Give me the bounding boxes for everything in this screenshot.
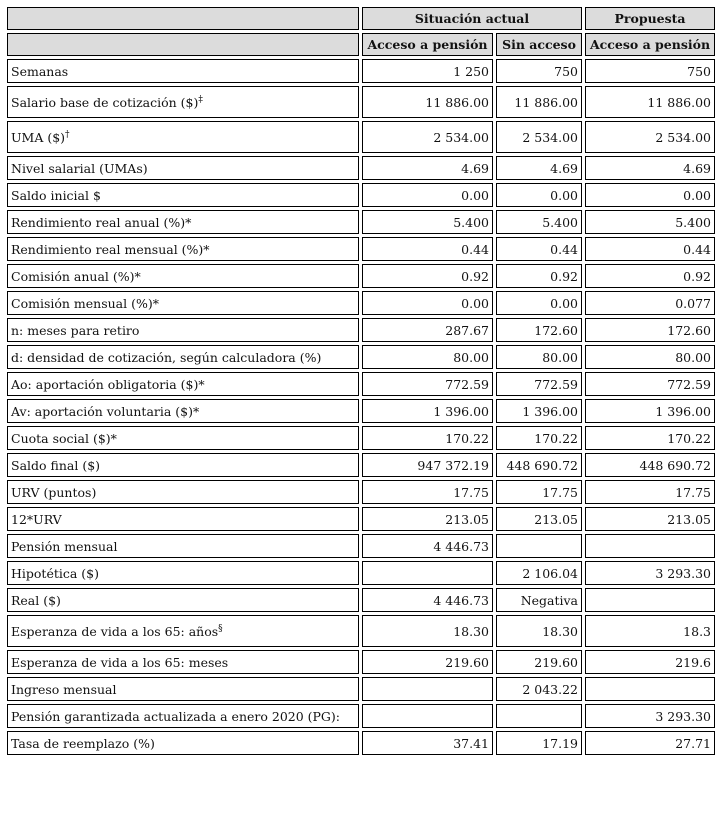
value-proposal-access: 1 396.00	[585, 399, 715, 423]
value-current-access: 1 396.00	[362, 399, 493, 423]
header-col-access: Acceso a pensión	[362, 33, 493, 56]
row-label	[7, 534, 359, 558]
table-row	[7, 156, 715, 180]
row-label	[7, 561, 359, 585]
value-current-access: 1 250	[362, 59, 493, 83]
value-current-no-access: 0.00	[496, 183, 582, 207]
value-current-no-access: 219.60	[496, 650, 582, 674]
row-label	[7, 588, 359, 612]
row-label-text: Esperanza de vida a los 65: meses	[11, 654, 229, 670]
value-current-no-access: 750	[496, 59, 582, 83]
row-label-text: Av: aportación voluntaria ($)*	[11, 403, 200, 419]
table-row	[7, 291, 715, 315]
header-proposal: Propuesta	[585, 7, 715, 30]
row-label	[7, 704, 359, 728]
value-proposal-access: 18.3	[585, 615, 715, 647]
header-current-situation: Situación actual	[362, 7, 582, 30]
value-current-no-access: 5.400	[496, 210, 582, 234]
value-current-access: 947 372.19	[362, 453, 493, 477]
value-proposal-access: 80.00	[585, 345, 715, 369]
row-label-text: Tasa de reemplazo (%)	[11, 735, 155, 751]
value-current-no-access: 18.30	[496, 615, 582, 647]
value-current-no-access	[496, 534, 582, 558]
row-label-text: Hipotética ($)	[11, 565, 100, 581]
value-current-access: 2 534.00	[362, 121, 493, 153]
table-row	[7, 650, 715, 674]
row-label-text: UMA ($)	[11, 129, 66, 145]
value-proposal-access: 3 293.30	[585, 704, 715, 728]
value-proposal-access: 170.22	[585, 426, 715, 450]
row-label-text: Saldo final ($)	[11, 457, 101, 473]
row-label-text: Cuota social ($)*	[11, 430, 117, 446]
table-row	[7, 372, 715, 396]
value-proposal-access: 0.077	[585, 291, 715, 315]
value-current-no-access: 0.44	[496, 237, 582, 261]
value-current-no-access: 2 043.22	[496, 677, 582, 701]
row-label	[7, 237, 359, 261]
value-current-no-access: 2 534.00	[496, 121, 582, 153]
value-current-access: 5.400	[362, 210, 493, 234]
value-proposal-access: 0.92	[585, 264, 715, 288]
value-current-no-access: 4.69	[496, 156, 582, 180]
value-proposal-access: 0.44	[585, 237, 715, 261]
value-current-no-access: 448 690.72	[496, 453, 582, 477]
value-proposal-access: 11 886.00	[585, 86, 715, 118]
value-current-access: 287.67	[362, 318, 493, 342]
value-proposal-access: 4.69	[585, 156, 715, 180]
table-row	[7, 453, 715, 477]
value-proposal-access: 17.75	[585, 480, 715, 504]
value-proposal-access: 750	[585, 59, 715, 83]
value-proposal-access	[585, 588, 715, 612]
value-current-no-access: Negativa	[496, 588, 582, 612]
row-label-text: Pensión mensual	[11, 538, 118, 554]
value-proposal-access: 27.71	[585, 731, 715, 755]
value-current-access	[362, 704, 493, 728]
value-current-access: 219.60	[362, 650, 493, 674]
row-label-text: d: densidad de cotización, según calculadora (%)	[11, 349, 322, 365]
table-row	[7, 615, 715, 647]
value-proposal-access	[585, 534, 715, 558]
value-current-no-access: 1 396.00	[496, 399, 582, 423]
value-proposal-access: 213.05	[585, 507, 715, 531]
value-current-no-access: 0.00	[496, 291, 582, 315]
header-row-groups	[7, 7, 715, 30]
row-label-text: Comisión mensual (%)*	[11, 295, 159, 311]
row-label-text: Rendimiento real mensual (%)*	[11, 241, 210, 257]
value-current-access: 4 446.73	[362, 534, 493, 558]
row-label	[7, 426, 359, 450]
value-current-access: 37.41	[362, 731, 493, 755]
row-label	[7, 345, 359, 369]
table-row	[7, 507, 715, 531]
value-current-no-access: 11 886.00	[496, 86, 582, 118]
row-label-text: Pensión garantizada actualizada a enero 2020 (PG):	[11, 708, 341, 724]
value-current-access	[362, 561, 493, 585]
value-current-access: 0.44	[362, 237, 493, 261]
value-proposal-access: 172.60	[585, 318, 715, 342]
value-current-access: 17.75	[362, 480, 493, 504]
value-current-access: 4 446.73	[362, 588, 493, 612]
value-current-access: 0.92	[362, 264, 493, 288]
pension-comparison-table	[4, 4, 718, 758]
row-label	[7, 210, 359, 234]
value-current-no-access	[496, 704, 582, 728]
value-proposal-access: 2 534.00	[585, 121, 715, 153]
row-label	[7, 615, 359, 647]
row-label	[7, 318, 359, 342]
value-proposal-access: 448 690.72	[585, 453, 715, 477]
table-row	[7, 561, 715, 585]
table-row	[7, 345, 715, 369]
table-row	[7, 534, 715, 558]
value-current-no-access: 213.05	[496, 507, 582, 531]
row-label-text: Semanas	[11, 63, 69, 79]
row-label	[7, 372, 359, 396]
table-row	[7, 480, 715, 504]
value-proposal-access: 5.400	[585, 210, 715, 234]
value-current-access: 170.22	[362, 426, 493, 450]
row-label-text: Ao: aportación obligatoria ($)*	[11, 376, 205, 392]
value-current-no-access: 17.19	[496, 731, 582, 755]
header-col-no-access: Sin acceso	[496, 33, 582, 56]
value-current-access	[362, 677, 493, 701]
row-label-text: Saldo inicial $	[11, 187, 101, 203]
table-row	[7, 704, 715, 728]
row-label-text: Esperanza de vida a los 65: años	[11, 623, 219, 639]
table-row	[7, 426, 715, 450]
row-label-text: n: meses para retiro	[11, 322, 140, 338]
row-label-text: 12*URV	[11, 511, 62, 527]
row-label	[7, 183, 359, 207]
table-row	[7, 731, 715, 755]
value-current-no-access: 80.00	[496, 345, 582, 369]
row-label-text: Comisión anual (%)*	[11, 268, 141, 284]
row-label-text: Salario base de cotización ($)	[11, 94, 199, 110]
value-proposal-access: 0.00	[585, 183, 715, 207]
value-current-no-access: 2 106.04	[496, 561, 582, 585]
row-label	[7, 480, 359, 504]
row-label	[7, 453, 359, 477]
value-current-access: 18.30	[362, 615, 493, 647]
value-proposal-access: 3 293.30	[585, 561, 715, 585]
row-label	[7, 731, 359, 755]
table-row	[7, 210, 715, 234]
value-current-no-access: 172.60	[496, 318, 582, 342]
value-current-access: 0.00	[362, 183, 493, 207]
row-label	[7, 399, 359, 423]
table-row	[7, 59, 715, 83]
table-row	[7, 86, 715, 118]
value-current-access: 4.69	[362, 156, 493, 180]
footnote-marker: §	[218, 623, 223, 634]
value-current-access: 0.00	[362, 291, 493, 315]
value-current-access: 772.59	[362, 372, 493, 396]
row-label	[7, 291, 359, 315]
footnote-marker: †	[65, 129, 70, 140]
value-current-access: 11 886.00	[362, 86, 493, 118]
table-row	[7, 183, 715, 207]
row-label	[7, 677, 359, 701]
table-row	[7, 318, 715, 342]
table-row	[7, 121, 715, 153]
value-proposal-access	[585, 677, 715, 701]
row-label-text: Ingreso mensual	[11, 681, 117, 697]
value-current-no-access: 170.22	[496, 426, 582, 450]
value-current-no-access: 772.59	[496, 372, 582, 396]
row-label	[7, 650, 359, 674]
value-current-no-access: 17.75	[496, 480, 582, 504]
row-label	[7, 156, 359, 180]
row-label-text: Nivel salarial (UMAs)	[11, 160, 148, 176]
table-row	[7, 264, 715, 288]
footnote-marker: ‡	[198, 94, 203, 105]
value-proposal-access: 219.6	[585, 650, 715, 674]
header-empty-cell	[7, 7, 359, 30]
header-col-proposal-access: Acceso a pensión	[585, 33, 715, 56]
table-row	[7, 237, 715, 261]
row-label	[7, 507, 359, 531]
row-label	[7, 59, 359, 83]
row-label-text: Rendimiento real anual (%)*	[11, 214, 192, 230]
value-current-no-access: 0.92	[496, 264, 582, 288]
row-label-text: Real ($)	[11, 592, 61, 608]
header-empty-cell	[7, 33, 359, 56]
table-row	[7, 677, 715, 701]
row-label	[7, 86, 359, 118]
table-row	[7, 588, 715, 612]
value-current-access: 80.00	[362, 345, 493, 369]
value-current-access: 213.05	[362, 507, 493, 531]
row-label	[7, 264, 359, 288]
table-row	[7, 399, 715, 423]
row-label-text: URV (puntos)	[11, 484, 97, 500]
value-proposal-access: 772.59	[585, 372, 715, 396]
row-label	[7, 121, 359, 153]
header-row-columns	[7, 33, 715, 56]
